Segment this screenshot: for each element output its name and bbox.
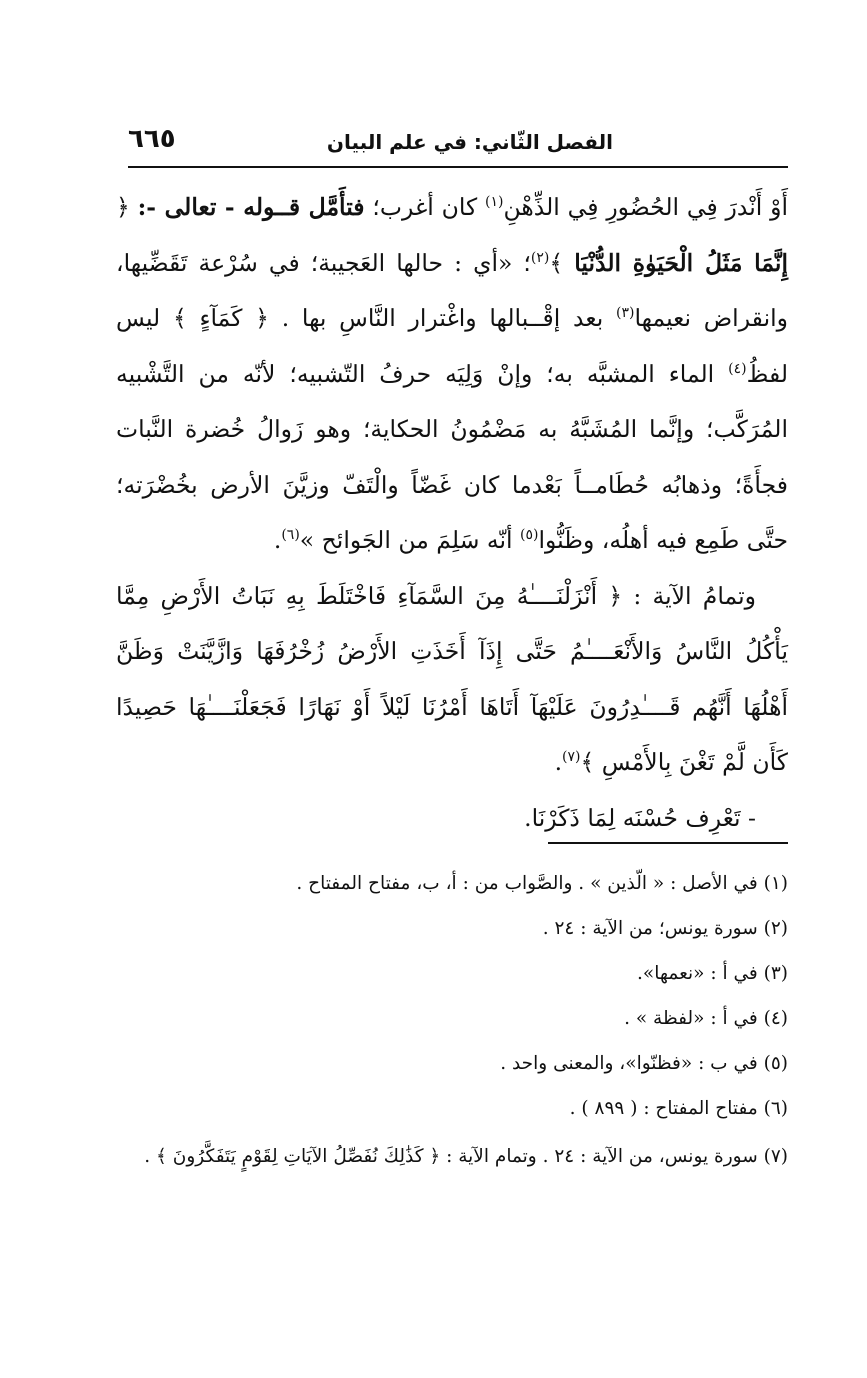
main-text <box>116 180 788 846</box>
running-header <box>128 120 788 164</box>
text-run: ؛ «أي : حالها العَجيبة؛ في سُرْعة تَقَضِّيها، وانقراض نعيمها <box>116 248 788 332</box>
footnote-3: (٣) في أ : «نعمها». <box>637 963 788 984</box>
text-run: كان أغرب؛ <box>364 193 486 221</box>
header-rule <box>128 166 788 168</box>
text-run: . <box>554 748 563 776</box>
footnote-ref-6[interactable]: (٦) <box>281 527 300 543</box>
footnote-ref-4[interactable]: (٤) <box>728 360 747 377</box>
footnote-7: (٧) سورة يونس، من الآية : ٢٤ . وتمام الآية : ﴿ كَذَٰلِكَ نُفَصِّلُ الآيَاتِ لِقَوْمٍ يَتَفَكَّرُونَ ﴾ . <box>144 1146 788 1167</box>
text-run: أَوْ أَنْدرَ فِي الحُضُورِ فِي الذِّهْنِ <box>503 193 788 221</box>
text-run: أنّه سَلِمَ من الجَوائح » <box>299 526 521 554</box>
text-run: ﴿ <box>116 193 138 221</box>
footnote-5: (٥) في ب : «فظنّوا»، والمعنى واحد . <box>500 1053 788 1074</box>
page-number: ٦٦٥ <box>128 124 176 154</box>
text-run: بعد إقْــبالها واغْترار النَّاسِ بها . ﴿ كَمَآءٍ ﴾ ليس لفظُ <box>116 304 788 388</box>
bold-text: فتأَمَّل قــوله - تعالى -: <box>137 193 365 221</box>
text-run: ﴾ <box>549 248 575 277</box>
chapter-title: الفصل الثّاني: في علم البيان <box>326 130 613 154</box>
footnote-1: (١) في الأصل : « الّذين » . والصَّواب من : أ، ب، مفتاح المفتاح . <box>296 873 788 894</box>
footnote-ref-3[interactable]: (٣) <box>616 305 635 321</box>
footnote-separator <box>548 842 788 844</box>
footnote-2: (٢) سورة يونس؛ من الآية : ٢٤ . <box>542 918 788 939</box>
text-run: الماء المشبَّه به؛ وإنْ وَلِيَه حرفُ التّشبيه؛ لأنّه من التَّشْبيه المُرَكَّب؛ وإنَّما المُشَبَّهُ به مَضْمُونُ الحكاية؛ وهو زَوالُ خُضرة النَّبات فجأَةً؛ وذهابُه حُطَامــاً بَعْدما كان غَضّاً والْتَفّ وزيَّنَ الأرض بخُضْرَته؛ حتَّى طَمِع فيه أهلُه، وظَنُّوا <box>116 359 788 554</box>
footnote-ref-7[interactable]: (٧) <box>562 749 581 765</box>
quran-quote-bold: إِنَّمَا مَثَلُ الْحَيَوٰةِ الدُّنْيَا <box>574 248 788 277</box>
footnotes <box>112 864 788 1179</box>
text-run: . <box>273 526 282 554</box>
footnote-ref-1[interactable]: (١) <box>485 194 504 210</box>
footnote-ref-2[interactable]: (٢) <box>530 249 550 266</box>
paragraph-3: - تَعْرِف حُسْنَه لِمَا ذَكَرْنَا. <box>524 803 756 832</box>
footnote-4: (٤) في أ : «لفظة » . <box>624 1008 788 1029</box>
footnote-ref-5[interactable]: (٥) <box>520 527 539 543</box>
paragraph-1 <box>116 180 788 569</box>
quran-verse: وتمامُ الآية : ﴿ أَنْزَلْنَــــٰهُ مِنَ السَّمَآءِ فَاخْتَلَطَ بِهِ نَبَاتُ الأَرْضِ مِمَّا يَأْكُلُ النَّاسُ وَالأَنْعَــــٰمُ حَتَّى إِذَآ أَخَذَتِ الأَرْضُ زُخْرُفَهَا وَازَّيَّنَتْ وَظَنَّ أَهْلُهَا أَنَّهُم قَــــٰدِرُونَ عَلَيْهَآ أَتَاهَا أَمْرُنَا لَيْلاً أَوْ نَهَارًا فَجَعَلْنَــــٰهَا حَصِيدًا كَأَن لَّمْ تَغْنَ بِالأَمْسِ ﴾ <box>116 581 788 776</box>
footnote-6: (٦) مفتاح المفتاح : ( ٨٩٩ ) . <box>569 1098 788 1119</box>
paragraph-2 <box>116 569 788 791</box>
